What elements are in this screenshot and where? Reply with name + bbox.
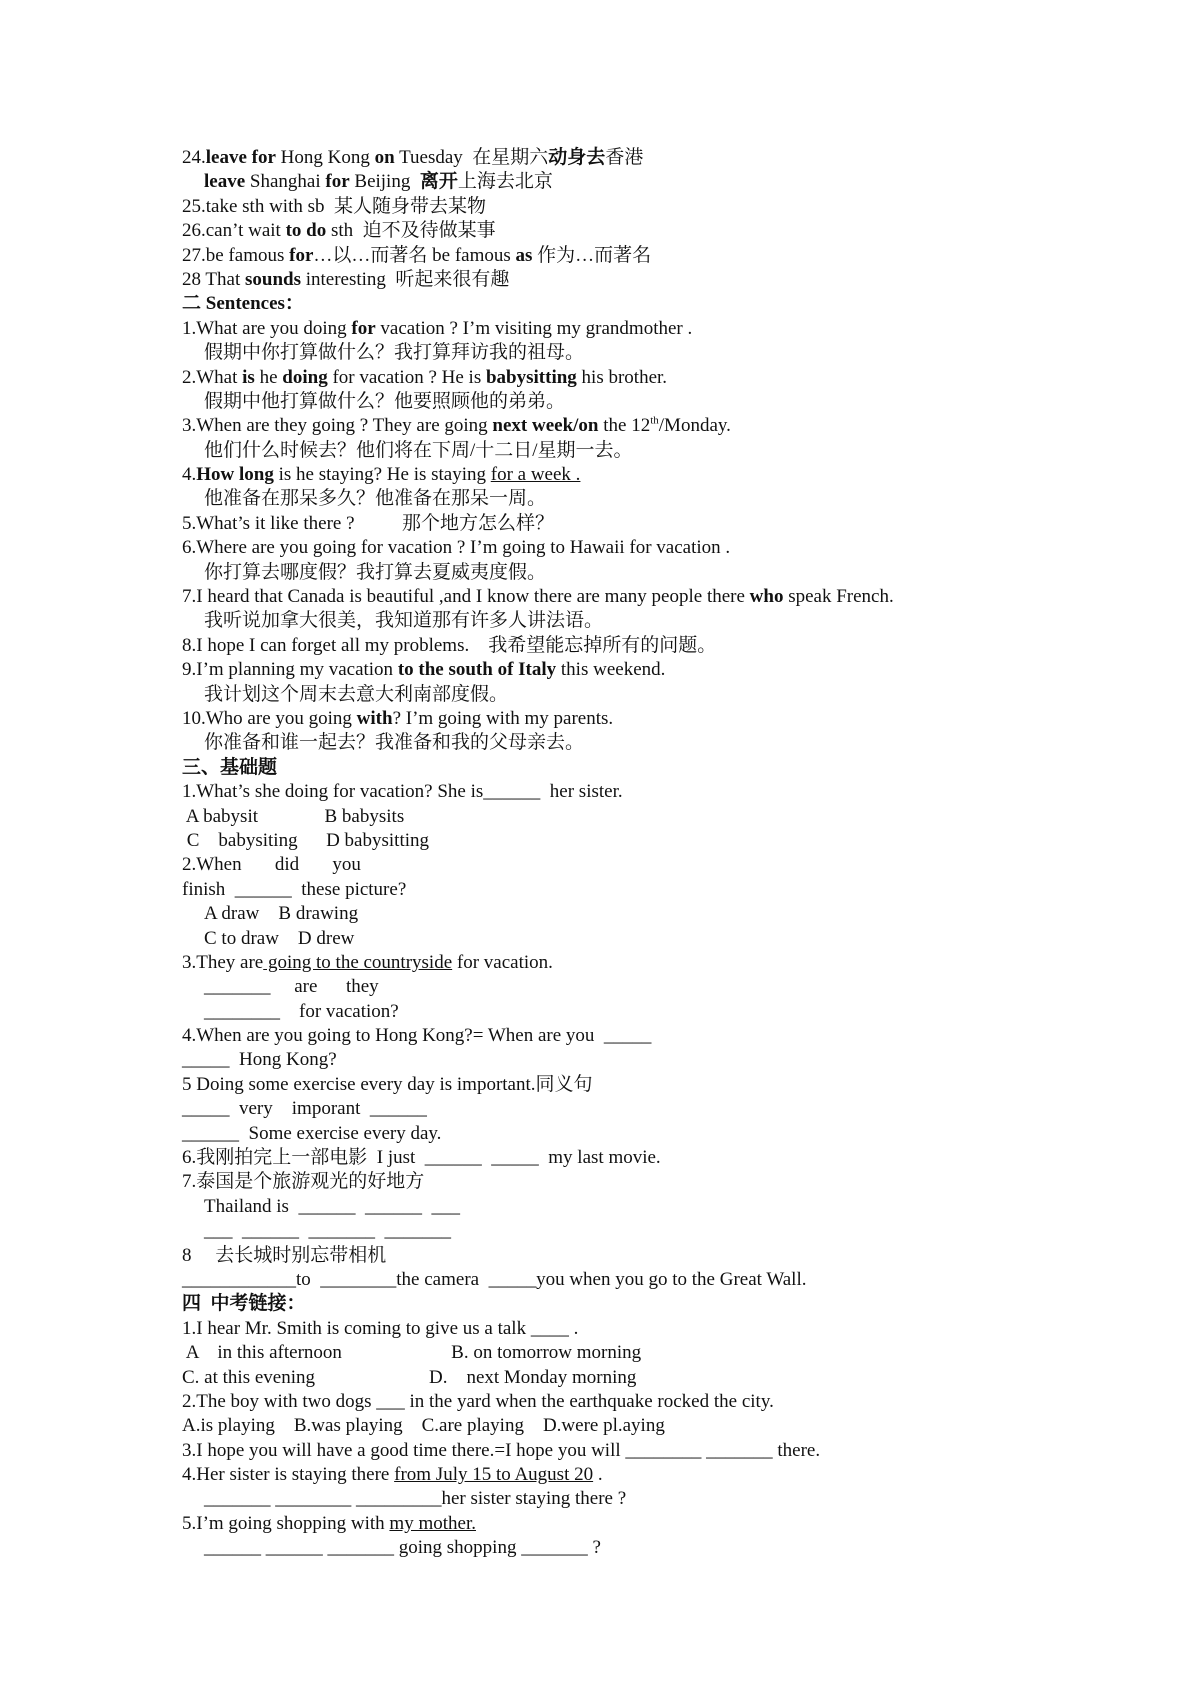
exam-q1-options-cd: C. at this evening D. next Monday morning — [182, 1366, 637, 1388]
exam-q5-blank: ______ ______ _______ going shopping _______ ? — [204, 1537, 601, 1559]
sentence-4: 4.How long is he staying? He is staying for a week . — [182, 464, 581, 486]
phrase-25: 25.take sth with sb 某人随身带去某物 — [182, 195, 486, 217]
basic-q5: 5 Doing some exercise every day is important.同义句 — [182, 1073, 593, 1095]
basic-q5-blank-1: _____ very imporant ______ — [182, 1098, 427, 1120]
phrase-24-b: leave Shanghai for Beijing 离开上海去北京 — [204, 171, 553, 193]
sentence-7: 7.I heard that Canada is beautiful ,and I know there are many people there who speak French. — [182, 586, 894, 608]
basic-q4-cont: _____ Hong Kong? — [182, 1049, 337, 1071]
section-heading-basic: 三、基础题 — [182, 756, 278, 778]
sentence-9: 9.I’m planning my vacation to the south of Italy this weekend. — [182, 659, 666, 681]
exam-q1: 1.I hear Mr. Smith is coming to give us a talk ____ . — [182, 1317, 579, 1339]
sentence-7-translation: 我听说加拿大很美，我知道那有许多人讲法语。 — [204, 610, 604, 632]
basic-q8: 8 去长城时别忘带相机 — [182, 1244, 387, 1266]
exam-q2: 2.The boy with two dogs ___ in the yard when the earthquake rocked the city. — [182, 1390, 774, 1412]
exam-q3: 3.I hope you will have a good time there.=I hope you will ________ _______ there. — [182, 1439, 821, 1461]
basic-q1: 1.What’s she doing for vacation? She is______ her sister. — [182, 781, 623, 803]
sentence-9-translation: 我计划这个周末去意大利南部度假。 — [204, 683, 509, 705]
basic-q5-blank-2: ______ Some exercise every day. — [182, 1122, 442, 1144]
basic-q6: 6.我刚拍完上一部电影 I just ______ _____ my last movie. — [182, 1147, 661, 1169]
basic-q3-blank-2: ________ for vacation? — [204, 1000, 399, 1022]
sentence-3: 3.When are they going ? They are going next week/on the 12th/Monday. — [182, 414, 731, 437]
sentence-10-translation: 你准备和谁一起去？我准备和我的父母亲去。 — [204, 732, 585, 754]
phrase-26: 26.can’t wait to do sth 迫不及待做某事 — [182, 220, 496, 242]
basic-q7-blank-2: ___ ______ _______ _______ — [204, 1220, 451, 1242]
basic-q3-blank-1: _______ are they — [204, 976, 379, 998]
basic-q1-options-cd: C babysiting D babysitting — [182, 829, 429, 851]
sentence-2-translation: 假期中他打算做什么？他要照顾他的弟弟。 — [204, 390, 566, 412]
section-heading-sentences: 二 Sentences： — [182, 293, 304, 315]
basic-q2-options-cd: C to draw D drew — [204, 927, 355, 949]
basic-q2-cont: finish ______ these picture? — [182, 878, 407, 900]
phrase-28: 28 That sounds interesting 听起来很有趣 — [182, 268, 510, 290]
phrase-27: 27.be famous for…以…而著名 be famous as 作为…而著名 — [182, 244, 652, 266]
exam-q5: 5.I’m going shopping with my mother. — [182, 1512, 476, 1534]
sentence-6: 6.Where are you going for vacation ? I’m going to Hawaii for vacation . — [182, 537, 731, 559]
exam-q4-blank: _______ ________ _________her sister staying there ? — [204, 1488, 627, 1510]
basic-q7-blank-1: Thailand is ______ ______ ___ — [204, 1195, 460, 1217]
basic-q2-options-ab: A draw B drawing — [204, 903, 359, 925]
sentence-10: 10.Who are you going with? I’m going with my parents. — [182, 707, 614, 729]
section-heading-exam: 四 中考链接： — [182, 1293, 306, 1315]
basic-q1-options-ab: A babysit B babysits — [182, 805, 405, 827]
basic-q7: 7.泰国是个旅游观光的好地方 — [182, 1171, 425, 1193]
sentence-4-translation: 他准备在那呆多久？他准备在那呆一周。 — [204, 488, 547, 510]
phrase-24: 24.leave for Hong Kong on Tuesday 在星期六动身去香港 — [182, 147, 644, 168]
sentence-5: 5.What’s it like there ? 那个地方怎么样？ — [182, 512, 555, 534]
sentence-1: 1.What are you doing for vacation ? I’m visiting my grandmother . — [182, 317, 693, 339]
exam-q2-options: A.is playing B.was playing C.are playing D.were pl.aying — [182, 1415, 665, 1437]
exam-q4: 4.Her sister is staying there from July 15 to August 20 . — [182, 1464, 603, 1486]
sentence-2: 2.What is he doing for vacation ? He is babysitting his brother. — [182, 366, 668, 388]
basic-q4: 4.When are you going to Hong Kong?= When are you _____ — [182, 1025, 652, 1047]
basic-q8-blank: ____________to ________the camera _____you when you go to the Great Wall. — [182, 1268, 807, 1290]
sentence-3-translation: 他们什么时候去？他们将在下周/十二日/星期一去。 — [204, 439, 633, 461]
basic-q3: 3.They are going to the countryside for vacation. — [182, 951, 553, 973]
sentence-1-translation: 假期中你打算做什么？我打算拜访我的祖母。 — [204, 342, 585, 364]
sentence-8: 8.I hope I can forget all my problems. 我希望能忘掉所有的问题。 — [182, 634, 717, 656]
worksheet-page — [182, 146, 1162, 1561]
sentence-6-translation: 你打算去哪度假？我打算去夏威夷度假。 — [204, 561, 547, 583]
exam-q1-options-ab: A in this afternoon B. on tomorrow morning — [182, 1342, 642, 1364]
basic-q2: 2.When did you — [182, 854, 361, 876]
